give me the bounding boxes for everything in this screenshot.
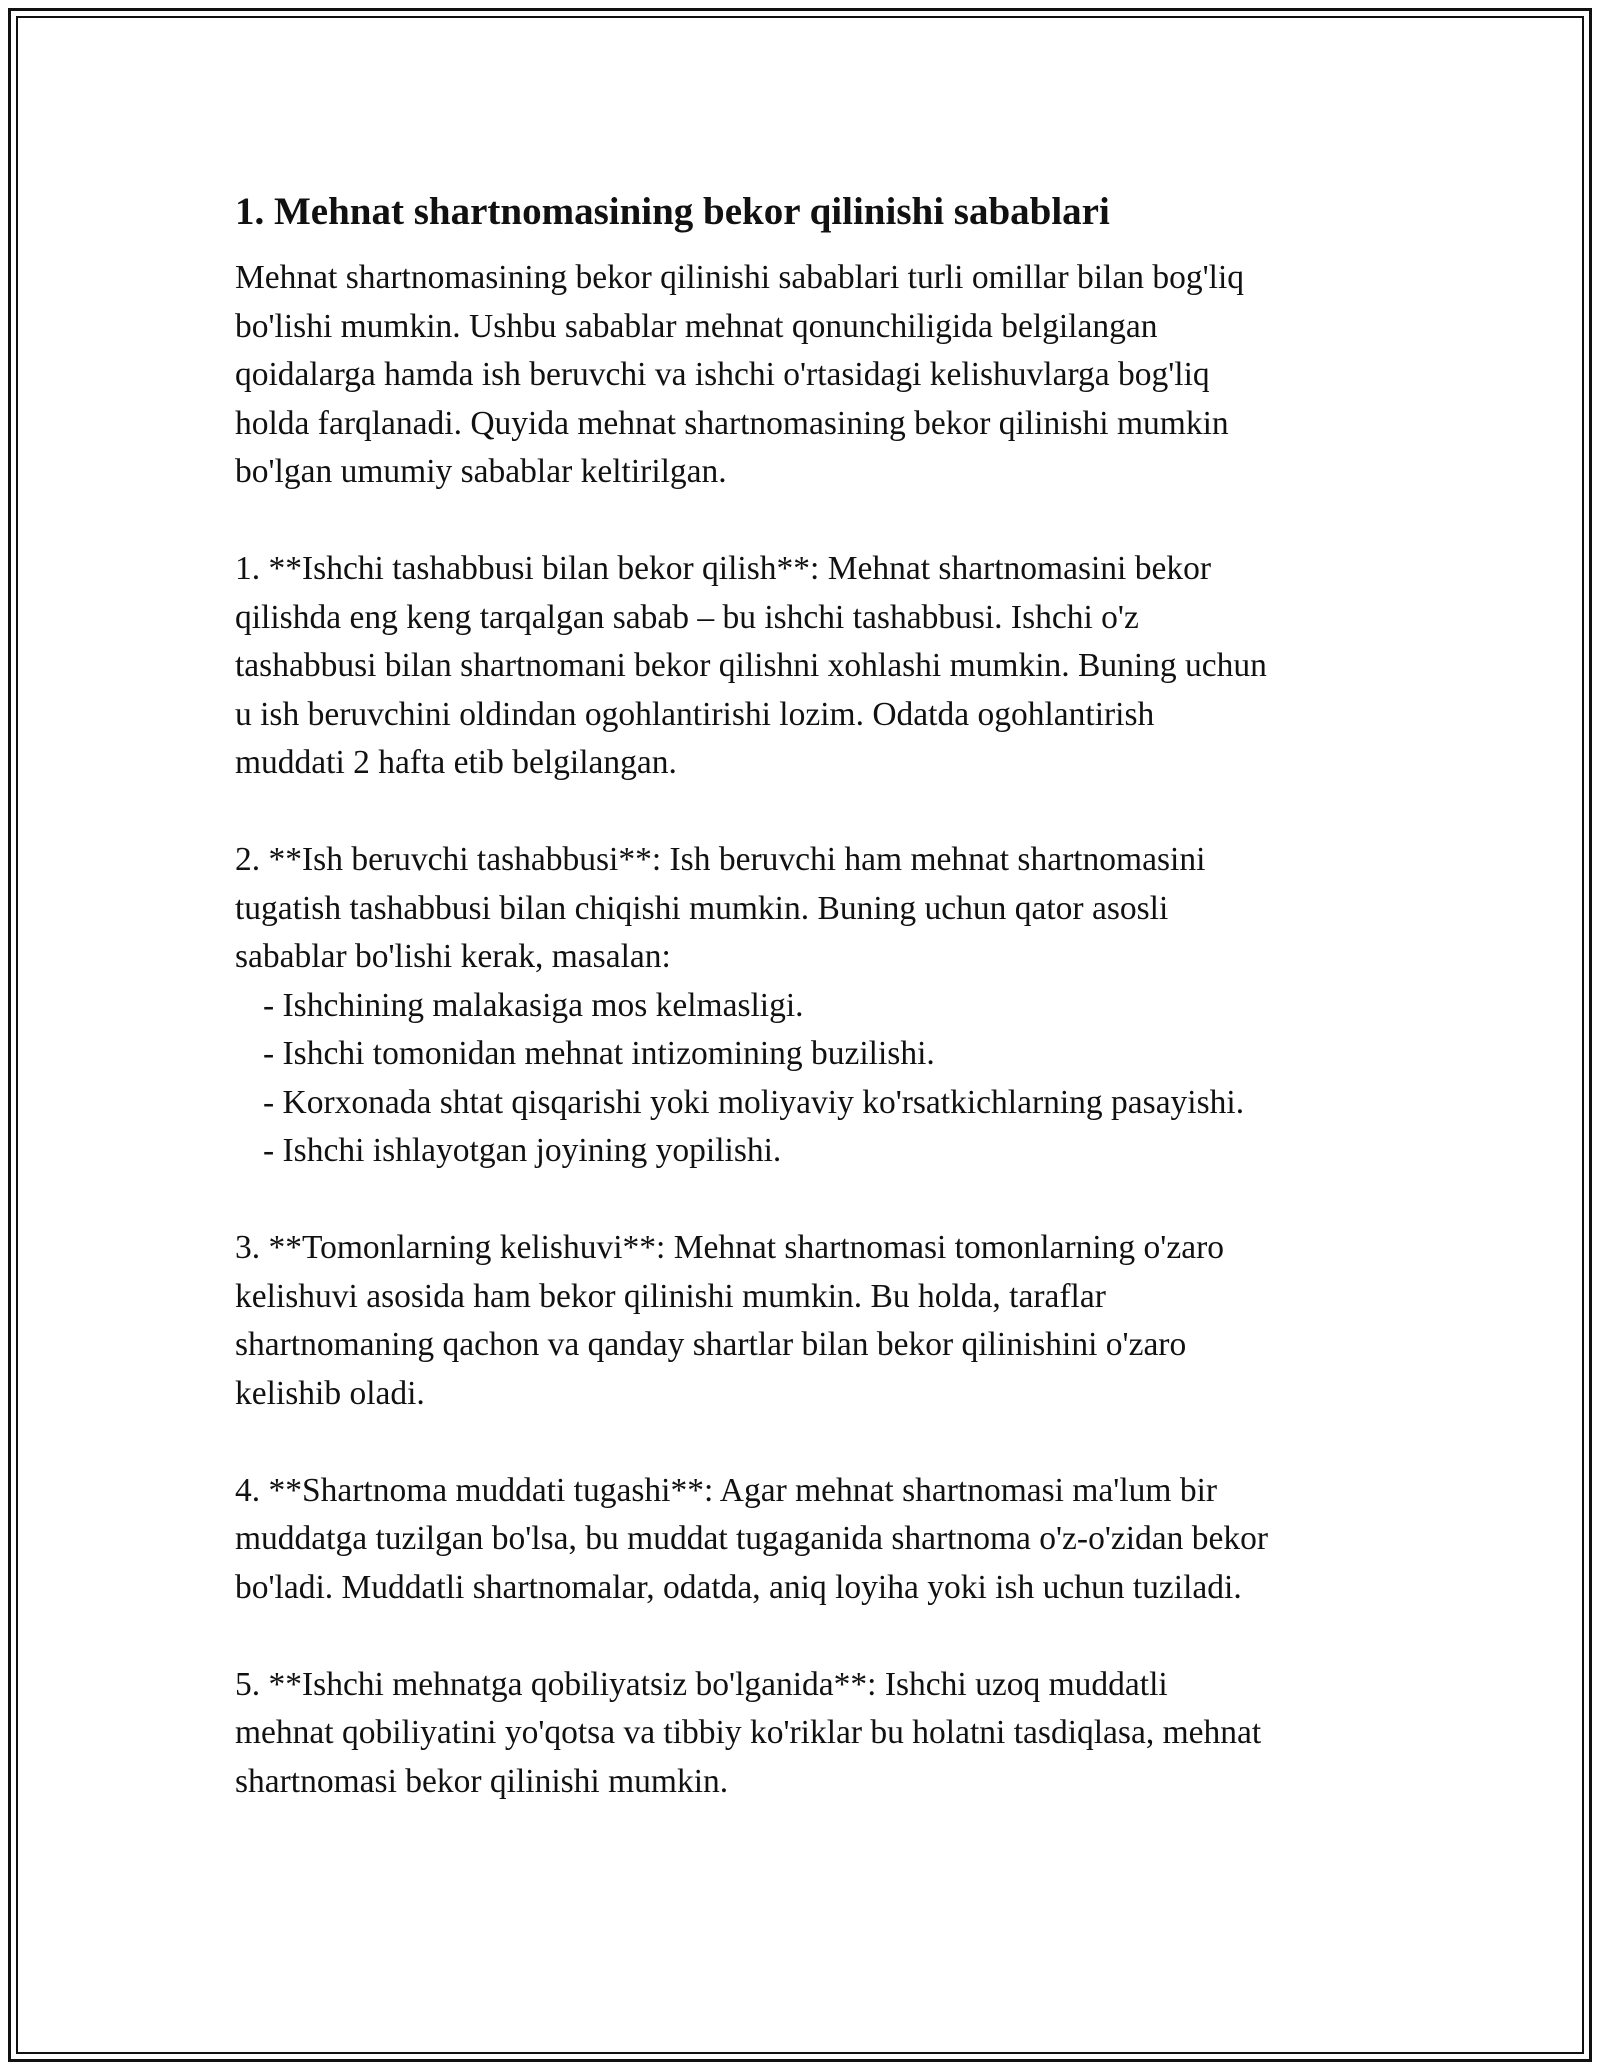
paragraph-line: qilishda eng keng tarqalgan sabab – bu ishchi tashabbusi. Ishchi o'z [235, 598, 1139, 636]
paragraph-line: 2. **Ish beruvchi tashabbusi**: Ish beruvchi ham mehnat shartnomasini [235, 841, 1206, 878]
paragraph-line: 1. **Ishchi tashabbusi bilan bekor qilish**: Mehnat shartnomasini bekor [235, 550, 1211, 587]
list-item-mutual-agreement [235, 1224, 1385, 1418]
intro-paragraph [235, 254, 1385, 497]
paragraph-line: mehnat qobiliyatini yo'qotsa va tibbiy ko'riklar bu holatni tasdiqlasa, mehnat [235, 1714, 1262, 1751]
bullet-line: - Korxonada shtat qisqarishi yoki moliyaviy ko'rsatkichlarning pasayishi. [263, 1083, 1245, 1121]
paragraph-line: kelishib oladi. [235, 1374, 425, 1412]
paragraph-line: 3. **Tomonlarning kelishuvi**: Mehnat shartnomasi tomonlarning o'zaro [235, 1229, 1224, 1266]
list-item-contract-expiry [235, 1467, 1385, 1613]
paragraph-line: tugatish tashabbusi bilan chiqishi mumkin. Buning uchun qator asosli [235, 889, 1169, 927]
paragraph-line: shartnomasi bekor qilinishi mumkin. [235, 1762, 729, 1800]
paragraph-line: u ish beruvchini oldindan ogohlantirishi lozim. Odatda ogohlantirish [235, 695, 1155, 733]
paragraph-line: holda farqlanadi. Quyida mehnat shartnomasining bekor qilinishi mumkin [235, 404, 1229, 442]
paragraph-line: shartnomaning qachon va qanday shartlar bilan bekor qilinishini o'zaro [235, 1326, 1187, 1363]
paragraph-line: Mehnat shartnomasining bekor qilinishi sabablari turli omillar bilan bog'liq [235, 259, 1245, 296]
page-title: 1. Mehnat shartnomasining bekor qilinishi sabablari [235, 190, 1110, 233]
paragraph-line: kelishuvi asosida ham bekor qilinishi mumkin. Bu holda, taraflar [235, 1277, 1106, 1315]
paragraph-line: muddati 2 hafta etib belgilangan. [235, 744, 677, 781]
list-item-employer-initiative [235, 836, 1385, 1176]
list-item-incapacity [235, 1661, 1385, 1807]
bullet-line: - Ishchi tomonidan mehnat intizomining buzilishi. [263, 1035, 935, 1072]
paragraph-line: muddatga tuzilgan bo'lsa, bu muddat tugaganida shartnoma o'z-o'zidan bekor [235, 1520, 1269, 1557]
bullet-line: - Ishchining malakasiga mos kelmasligi. [263, 986, 804, 1024]
paragraph-line: qoidalarga hamda ish beruvchi va ishchi o'rtasidagi kelishuvlarga bog'liq [235, 356, 1210, 393]
paragraph-line: sabablar bo'lishi kerak, masalan: [235, 938, 671, 975]
paragraph-line: 4. **Shartnoma muddati tugashi**: Agar mehnat shartnomasi ma'lum bir [235, 1471, 1218, 1509]
paragraph-line: 5. **Ishchi mehnatga qobiliyatsiz bo'lganida**: Ishchi uzoq muddatli [235, 1665, 1168, 1703]
document-body [235, 184, 1385, 1855]
paragraph-line: bo'lishi mumkin. Ushbu sabablar mehnat qonunchiligida belgilangan [235, 307, 1158, 345]
paragraph-line: bo'lgan umumiy sabablar keltirilgan. [235, 453, 727, 490]
bullet-line: - Ishchi ishlayotgan joyining yopilishi. [263, 1132, 782, 1169]
paragraph-line: bo'ladi. Muddatli shartnomalar, odatda, aniq loyiha yoki ish uchun tuziladi. [235, 1568, 1242, 1606]
paragraph-line: tashabbusi bilan shartnomani bekor qilishni xohlashi mumkin. Buning uchun [235, 647, 1267, 684]
list-item-employee-initiative [235, 545, 1385, 788]
